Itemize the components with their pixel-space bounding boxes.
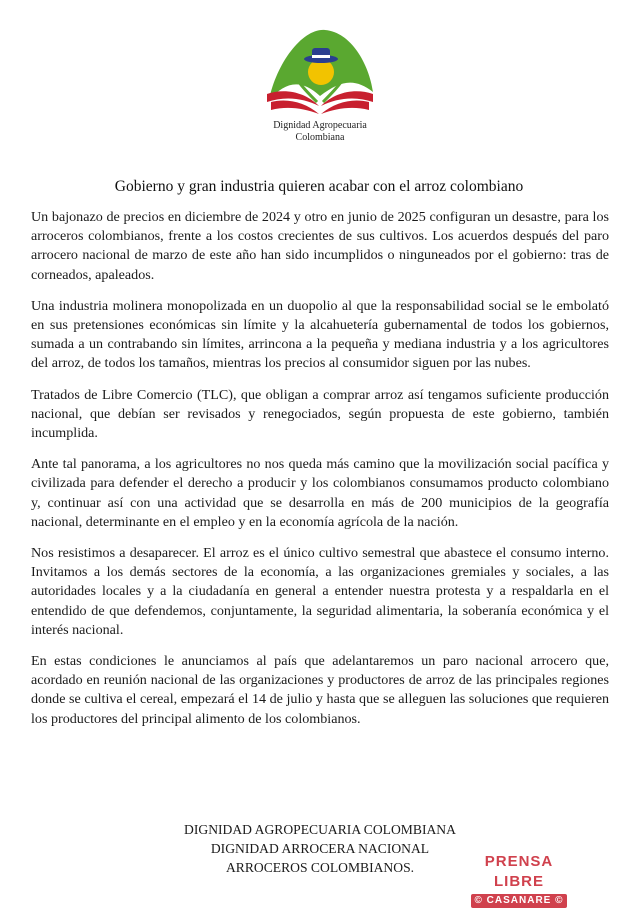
paragraph-3: Tratados de Libre Comercio (TLC), que obligan a comprar arroz así tengamos suficiente producción nacional, que debían ser revisados y renegociados, según propuesta de este gobierno, también incumplida.	[31, 386, 609, 442]
paragraph-1: Un bajonazo de precios en diciembre de 2024 y otro en junio de 2025 configuran un desastre, para los arroceros colombianos, frente a los costos crecientes de sus cultivos. Los acuerdos después del paro arrocero nacional de marzo de este año han sido incumplidos o ninguneados por el gobierno: tras de corneados, apaleados.	[31, 209, 609, 283]
logo-caption-line-1: Dignidad Agropecuaria	[273, 120, 367, 131]
watermark-subtitle: © CASANARE ©	[471, 894, 567, 908]
signature-line-3: ARROCEROS COLOMBIANOS.	[225, 860, 415, 875]
paragraph-6: En estas condiciones le anunciamos al país que adelantaremos un paro nacional arrocero que, acordado en reunión nacional de las organizaciones y productores de arroz de las principales regiones donde se cultiva el cereal, empezará el 14 de julio y hasta que se alleguen las soluciones que requieren los productores del principal alimento de los colombianos.	[31, 653, 609, 727]
document-body	[31, 208, 609, 741]
watermark-title: PRENSA LIBRE	[462, 852, 576, 892]
farmer-logo-icon	[255, 22, 385, 118]
organization-logo	[255, 22, 385, 147]
logo-caption	[255, 120, 385, 144]
signature-block	[150, 820, 490, 877]
paragraph-5: Nos resistimos a desaparecer. El arroz es el único cultivo semestral que abastece el consumo interno. Invitamos a los demás sectores de la economía, a las organizaciones gremiales y sociales, a las autoridades locales y a la ciudadanía en general a entender nuestra protesta y a respaldarla en el entendido de que defendemos, conjuntamente, la seguridad alimentaria, la soberanía económica y el interés nacional.	[31, 545, 609, 638]
signature-line-1: DIGNIDAD AGROPECUARIA COLOMBIANA	[184, 822, 456, 837]
logo-caption-line-2: Colombiana	[295, 132, 345, 143]
prensa-libre-watermark	[462, 852, 576, 906]
paragraph-4: Ante tal panorama, a los agricultores no nos queda más camino que la movilización social pacífica y civilizada para defender el derecho a producir y los colombianos consumamos producto colombiano y, continuar así con una actividad que se desarrolla en más de 200 municipios de la geografía nacional, determinante en el empleo y en la economía agrícola de la nación.	[31, 456, 609, 530]
signature-line-2: DIGNIDAD ARROCERA NACIONAL	[210, 841, 430, 856]
paragraph-2: Una industria molinera monopolizada en un duopolio al que la responsabilidad social se le embolató en sus pretensiones económicas sin límite y la alcahuetería gubernamental de todos los gobiernos, sumada a un contrabando sin límites, arrincona a la pequeña y mediana industria y a los agricultores del arroz, de todos los tamaños, mientras los precios al consumidor siguen por las nubes.	[31, 297, 609, 372]
document-title: Gobierno y gran industria quieren acabar con el arroz colombiano	[114, 178, 524, 195]
